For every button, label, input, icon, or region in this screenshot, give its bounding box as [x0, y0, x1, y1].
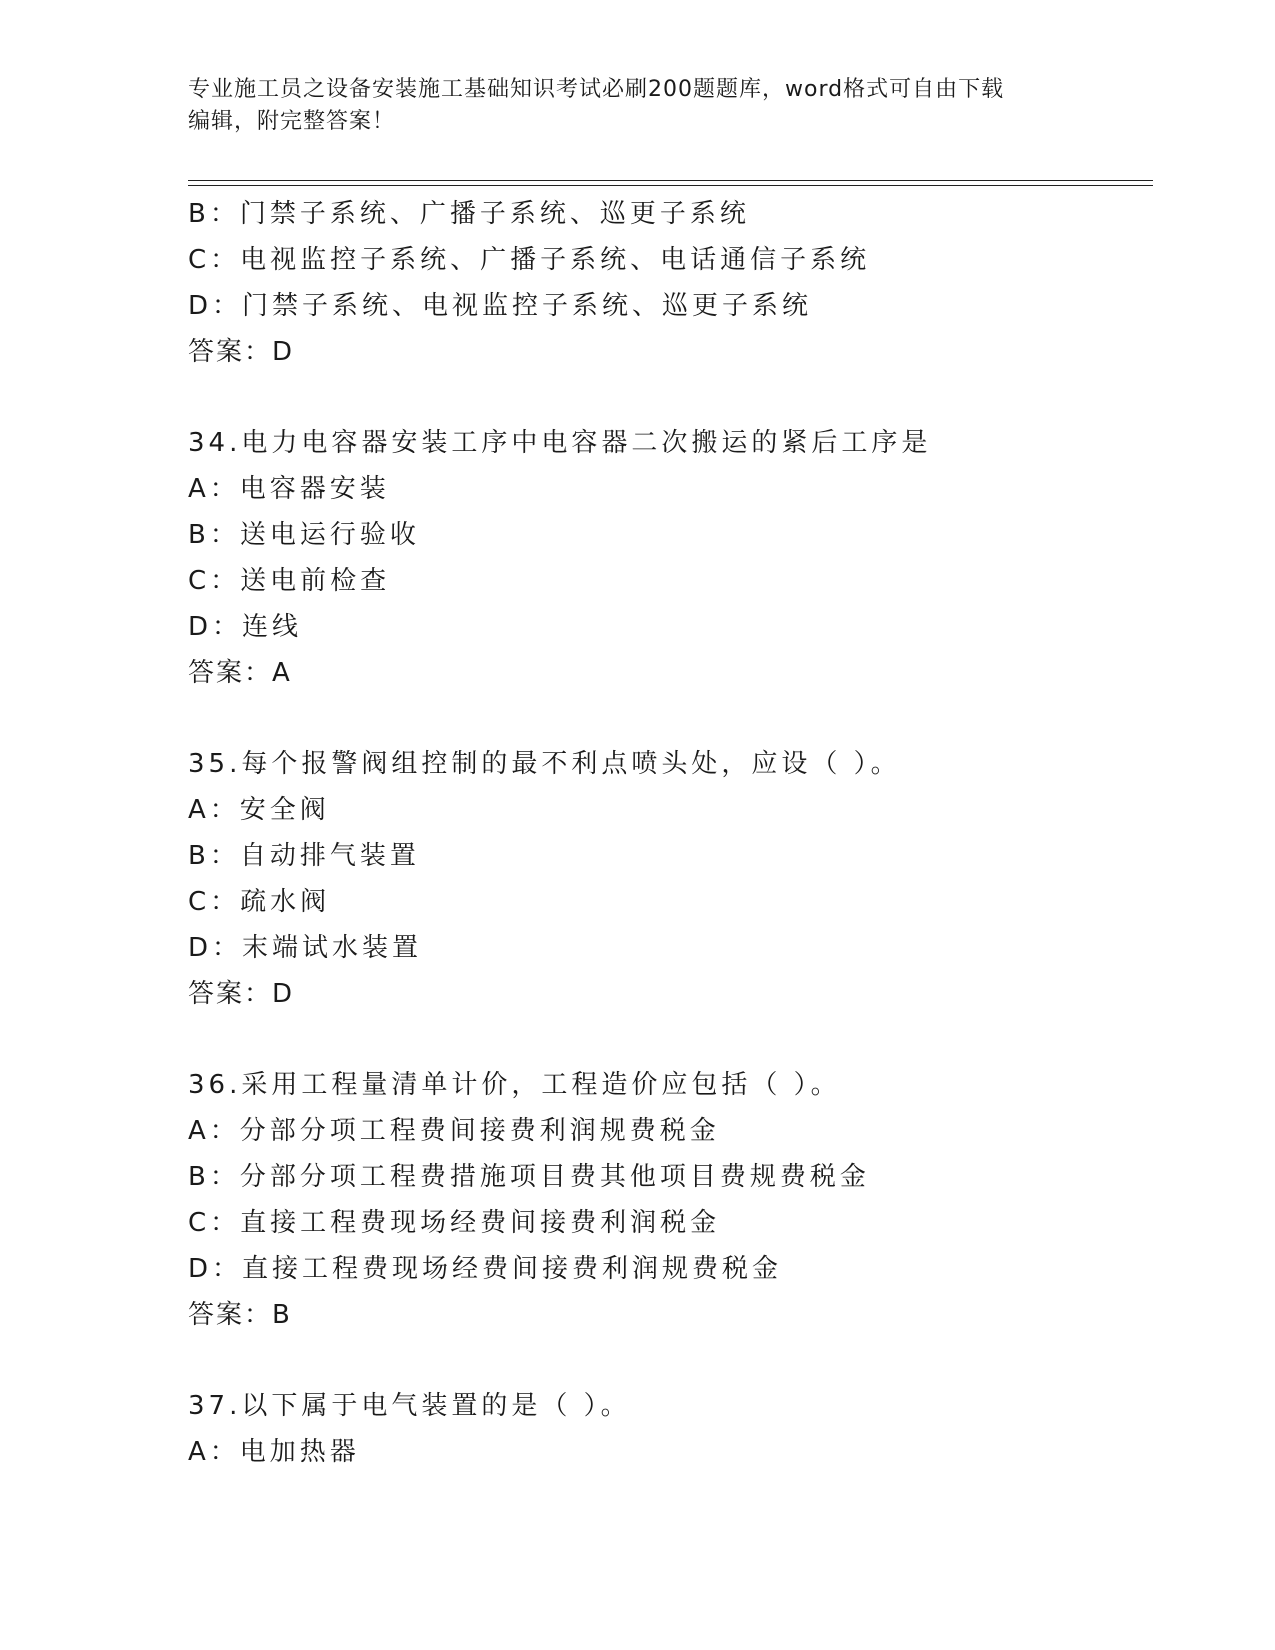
- option-b: B：送电运行验收: [188, 520, 420, 550]
- header-line-2: 编辑，附完整答案！: [188, 109, 396, 134]
- header-divider-bottom: [188, 185, 1153, 186]
- question-fragment: [188, 191, 1153, 375]
- answer: 答案：D: [188, 337, 295, 367]
- option-a: A：安全阀: [188, 795, 330, 825]
- option-d: D：直接工程费现场经费间接费利润规费税金: [188, 1254, 783, 1284]
- option-a: A：电容器安装: [188, 474, 390, 504]
- option-d: D：门禁子系统、电视监控子系统、巡更子系统: [188, 291, 813, 321]
- question-37: [188, 1383, 1153, 1475]
- option-b: B：分部分项工程费措施项目费其他项目费规费税金: [188, 1162, 870, 1192]
- question-34: [188, 420, 1153, 696]
- question-list: [188, 191, 1153, 1475]
- header-divider-top: [188, 180, 1153, 181]
- question-36: [188, 1062, 1153, 1338]
- answer: 答案：D: [188, 979, 295, 1009]
- question-stem: 34.电力电容器安装工序中电容器二次搬运的紧后工序是: [188, 428, 932, 458]
- answer: 答案：B: [188, 1300, 292, 1330]
- document-header: [188, 74, 1088, 138]
- answer: 答案：A: [188, 658, 292, 688]
- question-stem: 35.每个报警阀组控制的最不利点喷头处，应设（ ）。: [188, 749, 901, 779]
- option-a: A：分部分项工程费间接费利润规费税金: [188, 1116, 720, 1146]
- option-b: B：自动排气装置: [188, 841, 420, 871]
- question-stem: 36.采用工程量清单计价，工程造价应包括（ ）。: [188, 1070, 841, 1100]
- option-a: A：电加热器: [188, 1437, 360, 1467]
- header-line-1: 专业施工员之设备安装施工基础知识考试必刷200题题库，word格式可自由下载: [188, 77, 1005, 102]
- option-c: C：电视监控子系统、广播子系统、电话通信子系统: [188, 245, 871, 275]
- option-d: D：末端试水装置: [188, 933, 423, 963]
- option-c: C：疏水阀: [188, 887, 331, 917]
- option-c: C：直接工程费现场经费间接费利润税金: [188, 1208, 721, 1238]
- question-35: [188, 741, 1153, 1017]
- option-d: D：连线: [188, 612, 303, 642]
- option-b: B：门禁子系统、广播子系统、巡更子系统: [188, 199, 750, 229]
- question-stem: 37.以下属于电气装置的是（ ）。: [188, 1391, 631, 1421]
- option-c: C：送电前检查: [188, 566, 391, 596]
